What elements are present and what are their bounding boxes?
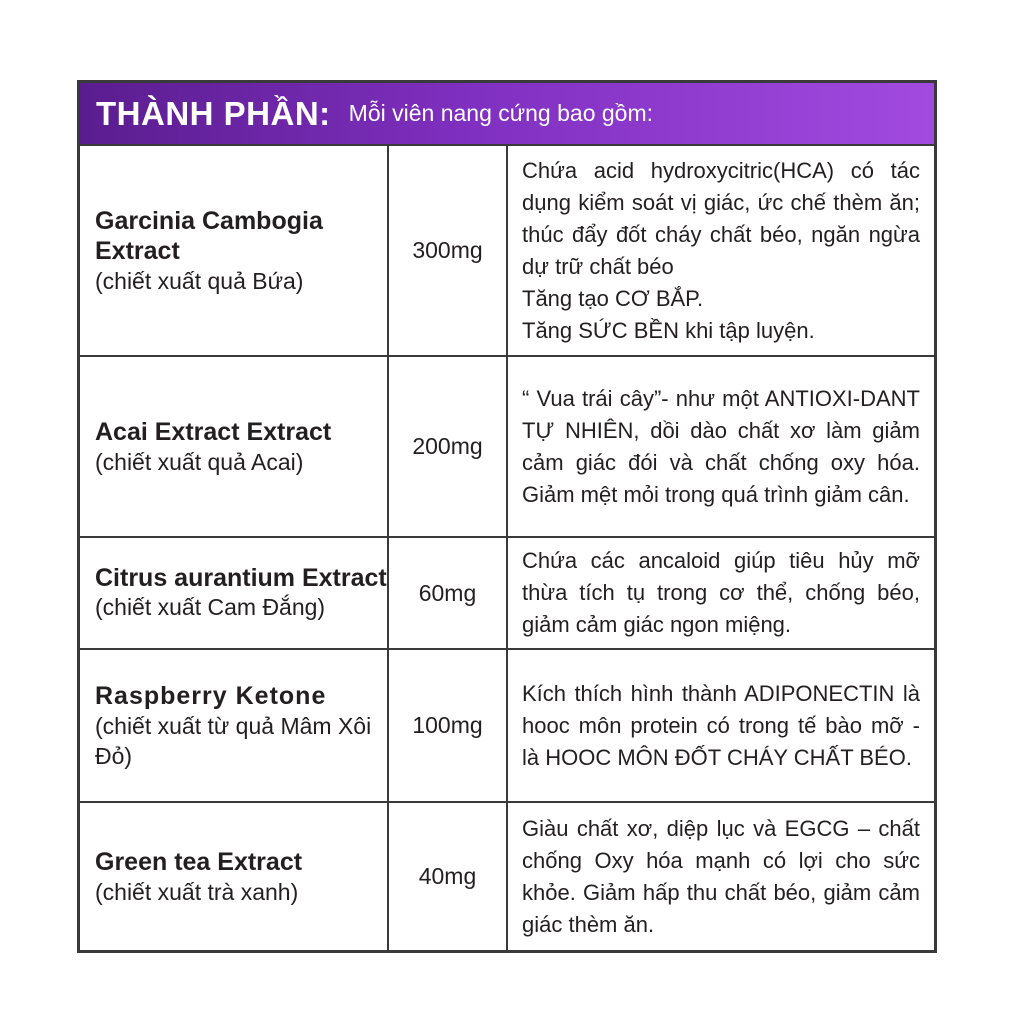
ingredients-table [77,80,937,953]
ingredient-name-cell [80,650,389,801]
ingredient-dose: 200mg [389,357,508,536]
ingredient-description: Giàu chất xơ, diệp lục và EGCG – chất chống Oxy hóa mạnh có lợi cho sức khỏe. Giảm hấp thu chất béo, giảm cảm giác thèm ăn. [522,815,920,937]
ingredient-description: “ Vua trái cây”- như một ANTIOXI-DANT TỰ NHIÊN, dồi dào chất xơ làm giảm cảm giác đói và chất chống oxy hóa. Giảm mệt mỏi trong quá trình giảm cân. [522,385,920,507]
header-title: THÀNH PHẦN: [96,94,331,132]
ingredient-description-cell [508,650,934,801]
ingredient-name: Acai Extract Extract [95,417,332,446]
ingredient-name-cell [80,538,389,648]
ingredient-description: Kích thích hình thành ADIPONECTIN là hooc môn protein có trong tế bào mỡ - là HOOC MÔN ĐỐT CHÁY CHẤT BÉO. [522,680,920,770]
ingredient-description-cell [508,357,934,536]
table-row [80,146,934,357]
ingredient-name: Green tea Extract [95,847,303,876]
ingredient-name: Raspberry Ketone [95,681,327,710]
ingredient-description-extra: Tăng tạo CƠ BẮP. [522,285,704,311]
ingredient-name-cell [80,803,389,950]
ingredient-name-vi: (chiết xuất từ quả Mâm Xôi Đỏ) [95,712,372,769]
ingredient-dose: 100mg [389,650,508,801]
ingredient-description: Chứa acid hydroxycitric(HCA) có tác dụng kiểm soát vị giác, ức chế thèm ăn; thúc đẩy đốt cháy chất béo, ngăn ngừa dự trữ chất béo [522,157,920,279]
table-row [80,803,934,950]
ingredient-name-cell [80,357,389,536]
ingredient-name-cell [80,146,389,355]
ingredient-name: Garcinia Cambogia Extract [95,206,323,265]
ingredient-description-cell [508,538,934,648]
ingredient-description: Chứa các ancaloid giúp tiêu hủy mỡ thừa tích tụ trong cơ thể, chống béo, giảm cảm giác ngon miệng. [522,548,920,637]
ingredient-dose: 300mg [389,146,508,355]
ingredient-name-vi: (chiết xuất quả Acai) [95,448,304,475]
table-row [80,357,934,538]
ingredient-dose: 40mg [389,803,508,950]
ingredient-description-cell [508,146,934,355]
ingredient-name: Citrus aurantium Extract [95,564,387,592]
table-header [80,83,934,146]
ingredient-name-vi: (chiết xuất Cam Đắng) [95,594,326,620]
ingredient-dose: 60mg [389,538,508,648]
table-row [80,538,934,650]
table-row [80,650,934,803]
ingredient-name-vi: (chiết xuất trà xanh) [95,878,299,905]
ingredient-description-cell [508,803,934,950]
ingredient-name-vi: (chiết xuất quả Bứa) [95,267,304,294]
ingredient-description-extra: Tăng SỨC BỀN khi tập luyện. [522,317,815,343]
header-subtitle: Mỗi viên nang cứng bao gồm: [348,100,654,126]
